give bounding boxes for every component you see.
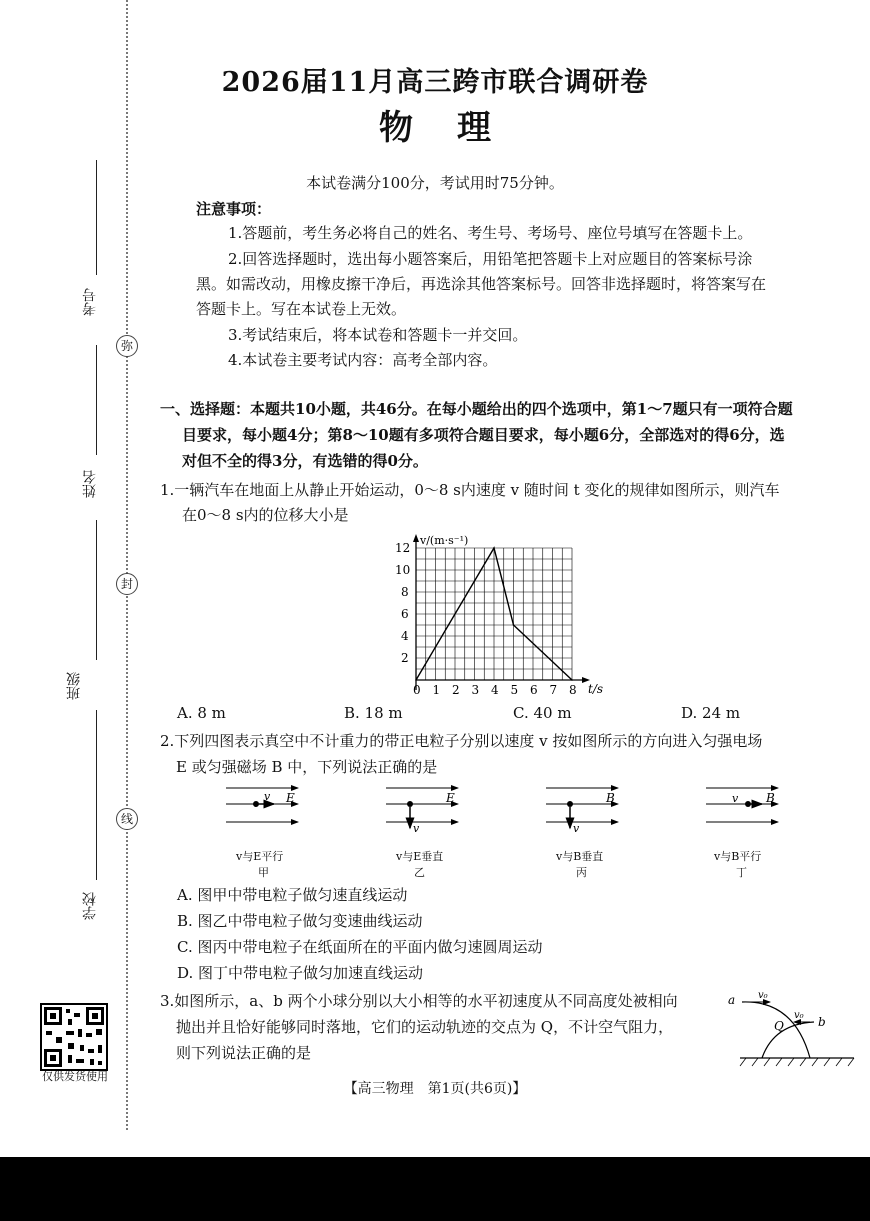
- section1-line-1: 一、选择题：本题共10小题，共46分。在每小题给出的四个选项中，第1～7题只有一项符合题: [160, 400, 793, 418]
- x-tick-label: 0: [413, 683, 421, 697]
- q1-option-b: B. 18 m: [344, 704, 403, 722]
- q2-fig-yi: [382, 782, 472, 842]
- field-label: E: [446, 791, 455, 805]
- q2-stem-2: E 或匀强磁场 B 中，下列说法正确的是: [176, 758, 438, 776]
- particle: [567, 801, 573, 807]
- y-tick-label: 10: [395, 563, 411, 577]
- x-tick-label: 6: [530, 683, 538, 697]
- intersection-q-label: Q: [774, 1019, 784, 1033]
- q1-option-c: C. 40 m: [513, 704, 572, 722]
- section1-line-3: 对但不全的得3分，有选错的得0分。: [182, 452, 428, 470]
- q3-stem-2: 抛出并且恰好能够同时落地，它们的运动轨迹的交点为 Q，不计空气阻力，: [176, 1018, 674, 1036]
- field-label: B: [766, 791, 775, 805]
- q2-option-a: A. 图甲中带电粒子做匀速直线运动: [177, 886, 408, 904]
- q1-option-d: D. 24 m: [681, 704, 741, 722]
- binding-dotted-line: [126, 0, 128, 1130]
- q1-vt-chart: [390, 530, 620, 702]
- velocity-label: v: [732, 792, 739, 805]
- q3-stem-3: 则下列说法正确的是: [176, 1044, 312, 1062]
- notice-2-end: 答题卡上。写在本试卷上无效。: [196, 300, 407, 318]
- x-tick-label: 4: [491, 683, 499, 697]
- q2-stem-1: 2.下列四图表示真空中不计重力的带正电粒子分别以速度 v 按如图所示的方向进入匀强电场: [160, 732, 763, 750]
- q1-stem-2: 在0～8 s内的位移大小是: [182, 506, 349, 524]
- x-tick-label: 2: [452, 683, 460, 697]
- x-tick-label: 1: [432, 683, 441, 697]
- score-line: 本试卷满分100分，考试用时75分钟。: [306, 174, 564, 192]
- name-line: [96, 345, 97, 455]
- y-tick-label: 4: [401, 629, 409, 643]
- q2-fig-ding-name: 丁: [736, 866, 747, 879]
- y-tick-label: 6: [401, 607, 409, 621]
- section1-line-2: 目要求，每小题4分；第8～10题有多项符合题目要求，每小题6分，全部选对的得6分，选: [182, 426, 785, 444]
- q2-fig-jia-name: 甲: [258, 866, 269, 879]
- page-footer: 【高三物理 第1页(共6页)】: [343, 1081, 527, 1097]
- seal-char-mi: 弥: [116, 335, 138, 357]
- notice-2-cont: 黑。如需改动，用橡皮擦干净后，再选涂其他答案标号。回答非选择题时，将答案写在: [196, 275, 767, 293]
- particle: [407, 801, 413, 807]
- velocity-label: v: [573, 822, 580, 835]
- y-tick-label: 2: [401, 651, 409, 665]
- notice-2: 2.回答选择题时，选出每小题答案后，用铅笔把答题卡上对应题目的答案标号涂: [228, 250, 753, 268]
- seal-char-feng: 封: [116, 573, 138, 595]
- notice-title: 注意事项：: [196, 200, 272, 218]
- y-tick-label: 8: [401, 585, 409, 599]
- particle: [253, 801, 259, 807]
- seal-char-xian: 线: [116, 808, 138, 830]
- data-point: [513, 624, 515, 626]
- data-point: [493, 547, 495, 549]
- ground-hatching: [740, 1058, 854, 1066]
- x-axis-label: t/s: [588, 682, 604, 696]
- ball-a-label: a: [728, 993, 736, 1007]
- school-line: [96, 710, 97, 880]
- velocity-label: v: [413, 822, 420, 835]
- school-label: 学校: [82, 892, 98, 920]
- qr-code-image: [42, 1005, 106, 1069]
- x-tick-label: 3: [471, 683, 480, 697]
- x-tick-label: 8: [569, 683, 577, 697]
- notice-4: 4.本试卷主要考试内容：高考全部内容。: [228, 351, 498, 369]
- q2-fig-ding-caption: v与B平行: [714, 850, 762, 863]
- data-point: [415, 679, 417, 681]
- scan-black-bar: [0, 1157, 870, 1221]
- x-tick-label: 7: [549, 683, 558, 697]
- notice-1: 1.答题前，考生务必将自己的姓名、考生号、考场号、座位号填写在答题卡上。: [228, 224, 753, 242]
- y-axis-arrow: [413, 534, 419, 542]
- y-tick-label: 12: [395, 541, 411, 555]
- field-label: E: [286, 791, 295, 805]
- notice-3: 3.考试结束后，将本试卷和答题卡一并交回。: [228, 326, 528, 344]
- q3-stem-1: 3.如图所示，a、b 两个小球分别以大小相等的水平初速度从不同高度处被相向: [160, 992, 678, 1010]
- exam-number-label: 考号: [82, 288, 98, 316]
- q2-option-c: C. 图丙中带电粒子在纸面所在的平面内做匀速圆周运动: [177, 938, 543, 956]
- q1-stem-1: 1.一辆汽车在地面上从静止开始运动，0～8 s内速度 v 随时间 t 变化的规律如图所示，则汽车: [160, 481, 780, 499]
- y-axis-label: v/(m·s⁻¹): [420, 534, 469, 547]
- q2-fig-bing-name: 丙: [576, 866, 587, 879]
- class-label: 班级: [66, 672, 82, 700]
- particle: [745, 801, 751, 807]
- qr-caption: 仅供发货使用: [42, 1070, 108, 1083]
- velocity-label: v: [264, 790, 271, 803]
- q2-fig-yi-caption: v与E垂直: [396, 850, 444, 863]
- class-line: [96, 520, 97, 660]
- exam-title: 2026届11月高三跨市联合调研卷: [221, 67, 649, 98]
- data-point: [571, 679, 573, 681]
- q2-option-b: B. 图乙中带电粒子做匀变速曲线运动: [177, 912, 423, 930]
- q2-fig-jia-caption: v与E平行: [236, 850, 284, 863]
- chart-grid: [416, 548, 572, 680]
- v0-b-label: v₀: [794, 1010, 804, 1021]
- x-tick-label: 5: [510, 683, 519, 697]
- q2-fig-bing: [542, 782, 632, 842]
- v0-a-label: v₀: [758, 990, 768, 1001]
- ball-b-label: b: [818, 1015, 826, 1029]
- field-label: B: [606, 791, 615, 805]
- name-label: 姓名: [82, 470, 98, 498]
- q3-trajectory-figure: [724, 988, 860, 1070]
- q2-fig-ding: [702, 782, 792, 842]
- q2-fig-jia: [222, 782, 312, 842]
- trajectory-b: [762, 1022, 814, 1058]
- q2-fig-yi-name: 乙: [414, 866, 425, 879]
- q2-fig-bing-caption: v与B垂直: [556, 850, 604, 863]
- subject-title: 物理: [379, 108, 535, 148]
- q1-option-a: A. 8 m: [177, 704, 226, 722]
- q2-option-d: D. 图丁中带电粒子做匀加速直线运动: [177, 964, 424, 982]
- qr-code: [40, 1003, 108, 1071]
